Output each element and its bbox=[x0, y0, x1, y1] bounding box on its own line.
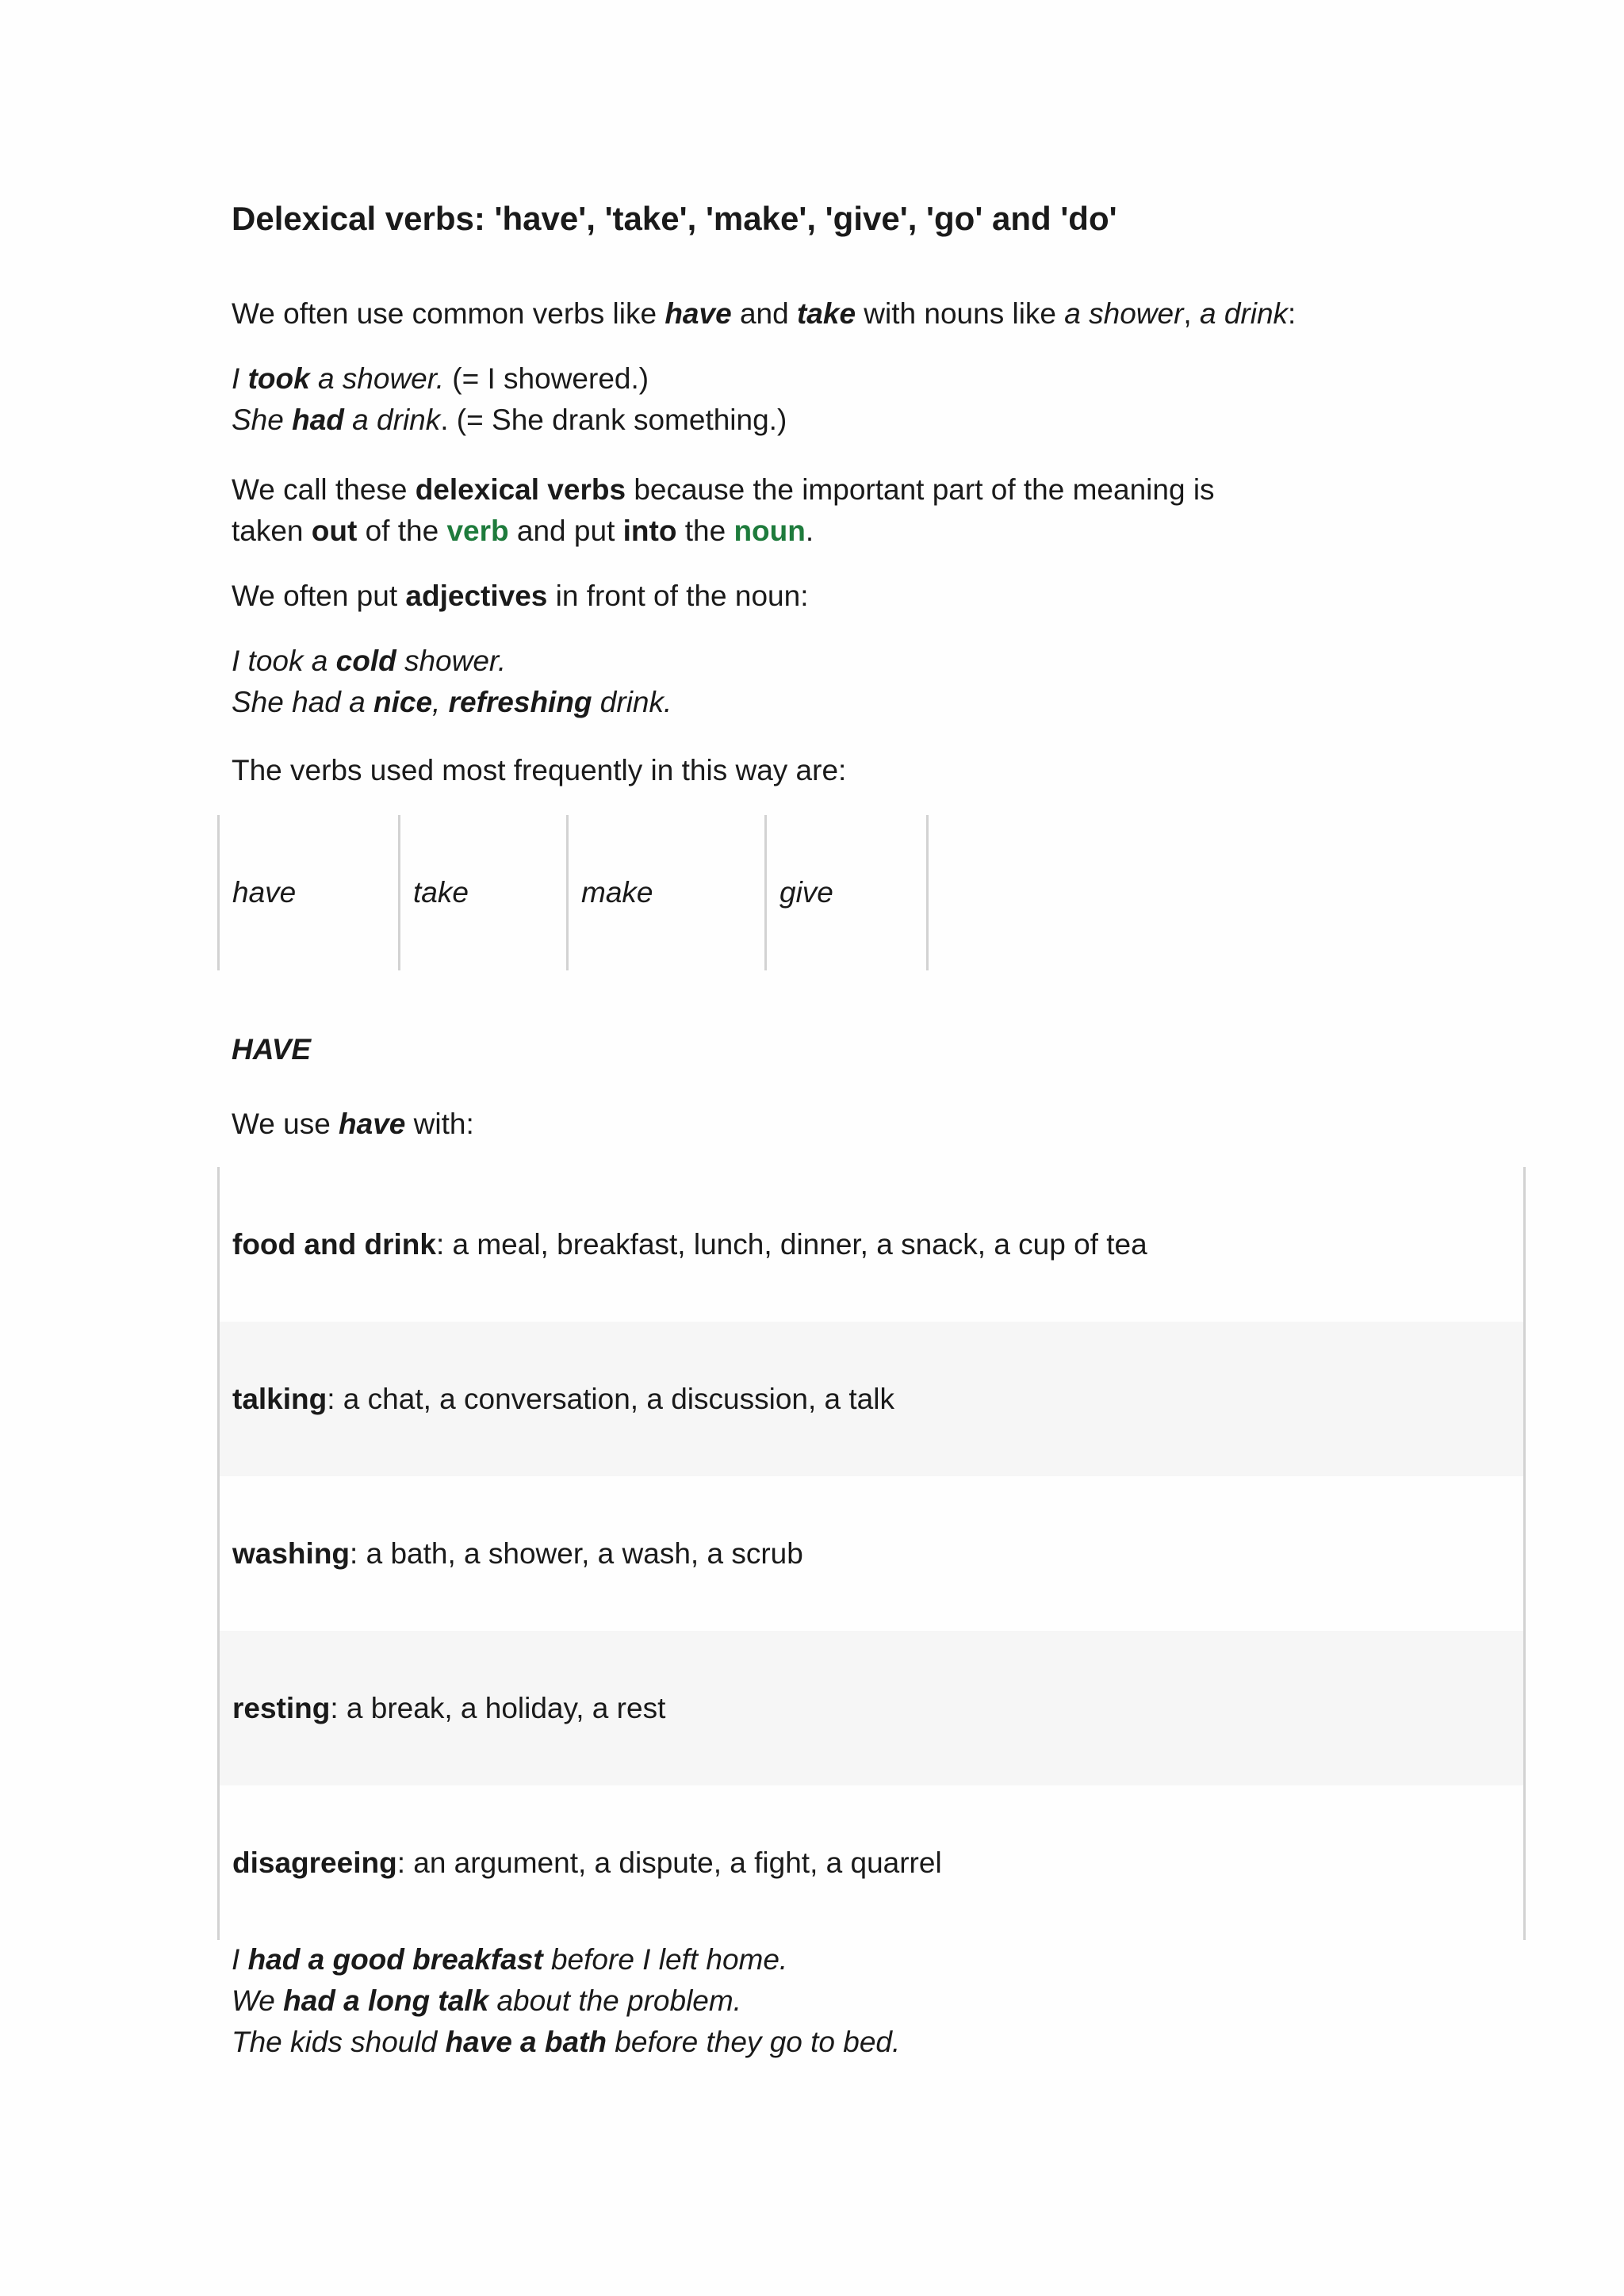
page-title: Delexical verbs: 'have', 'take', 'make', 'give', 'go' and 'do' bbox=[232, 200, 1117, 237]
verb-cell: make bbox=[566, 815, 764, 970]
text: refreshing bbox=[448, 686, 592, 718]
text: with: bbox=[405, 1108, 474, 1140]
section-heading: HAVE bbox=[232, 1033, 312, 1066]
text: cold bbox=[335, 645, 396, 677]
text: I took a bbox=[232, 645, 336, 677]
use-have-paragraph bbox=[232, 1104, 1580, 1145]
text: The kids should bbox=[232, 2026, 446, 2058]
text: , bbox=[432, 686, 449, 718]
example-block-2 bbox=[232, 641, 1580, 723]
text: about the problem. bbox=[488, 1984, 741, 2017]
text: had a good breakfast bbox=[247, 1943, 543, 1976]
text: We often use common verbs like bbox=[232, 297, 665, 330]
text: took bbox=[247, 362, 310, 395]
text: I bbox=[232, 362, 248, 395]
text: noun bbox=[733, 515, 806, 547]
frequency-paragraph bbox=[232, 750, 1580, 791]
text: , bbox=[1183, 297, 1200, 330]
text: a shower bbox=[1064, 297, 1184, 330]
verb-cell: take bbox=[398, 815, 566, 970]
text: adjectives bbox=[405, 580, 548, 612]
text: before they go to bed. bbox=[607, 2026, 901, 2058]
text: : bbox=[1288, 297, 1297, 330]
text: have bbox=[665, 297, 732, 330]
text: . bbox=[805, 515, 814, 547]
text: into bbox=[622, 515, 677, 547]
text: She had a bbox=[232, 686, 373, 718]
text: We use bbox=[232, 1108, 339, 1140]
text: and put bbox=[508, 515, 623, 547]
verb-cell: have bbox=[217, 815, 398, 970]
row-items: : an argument, a dispute, a fight, a quarrel bbox=[396, 1846, 942, 1879]
text: have a bath bbox=[445, 2026, 607, 2058]
text: drink. bbox=[592, 686, 672, 718]
text: verb bbox=[446, 515, 509, 547]
text: before I left home. bbox=[542, 1943, 788, 1976]
table-border bbox=[926, 815, 929, 970]
table-row bbox=[220, 1631, 1523, 1785]
text: take bbox=[796, 297, 856, 330]
table-row bbox=[220, 1167, 1523, 1322]
delexical-paragraph bbox=[232, 469, 1580, 552]
table-row bbox=[220, 1322, 1523, 1476]
text: because the important part of the meaning is bbox=[626, 473, 1215, 506]
row-category: resting bbox=[232, 1691, 331, 1724]
row-category: disagreeing bbox=[232, 1846, 397, 1879]
text: with nouns like bbox=[856, 297, 1065, 330]
verb-cell: give bbox=[764, 815, 926, 970]
row-items: : a bath, a shower, a wash, a scrub bbox=[350, 1536, 803, 1570]
text: out bbox=[311, 515, 358, 547]
text: nice bbox=[373, 686, 433, 718]
text: a drink bbox=[1199, 297, 1289, 330]
text: taken bbox=[232, 515, 312, 547]
text: She bbox=[232, 404, 293, 436]
text: (= I showered.) bbox=[444, 362, 649, 395]
text: We call these bbox=[232, 473, 416, 506]
intro-paragraph bbox=[232, 293, 1580, 335]
row-items: : a chat, a conversation, a discussion, a talk bbox=[327, 1382, 894, 1415]
have-usage-table bbox=[217, 1167, 1526, 1940]
text: a drink bbox=[343, 404, 441, 436]
row-category: talking bbox=[232, 1382, 327, 1415]
text: had bbox=[292, 404, 344, 436]
text: had a long talk bbox=[283, 1984, 489, 2017]
row-items: : a meal, breakfast, lunch, dinner, a snack, a cup of tea bbox=[435, 1227, 1147, 1261]
example-block-1 bbox=[232, 358, 1580, 441]
table-row bbox=[220, 1476, 1523, 1631]
row-category: food and drink bbox=[232, 1227, 436, 1261]
text: in front of the noun: bbox=[547, 580, 809, 612]
text: delexical verbs bbox=[415, 473, 626, 506]
text: of the bbox=[357, 515, 447, 547]
text: We often put bbox=[232, 580, 406, 612]
text: . (= She drank something.) bbox=[440, 404, 787, 436]
text: have bbox=[339, 1108, 406, 1140]
row-category: washing bbox=[232, 1536, 350, 1570]
example-block-3 bbox=[232, 1939, 1580, 2063]
verb-table bbox=[217, 815, 929, 970]
text: We bbox=[232, 1984, 284, 2017]
text: and bbox=[731, 297, 797, 330]
adjectives-paragraph bbox=[232, 576, 1580, 617]
have-heading-block bbox=[232, 1029, 1580, 1070]
text: shower. bbox=[396, 645, 507, 677]
text: The verbs used most frequently in this way are: bbox=[232, 754, 847, 786]
row-items: : a break, a holiday, a rest bbox=[330, 1691, 666, 1724]
text: the bbox=[676, 515, 734, 547]
table-row bbox=[220, 1785, 1523, 1940]
text: I bbox=[232, 1943, 248, 1976]
text: a shower. bbox=[309, 362, 444, 395]
